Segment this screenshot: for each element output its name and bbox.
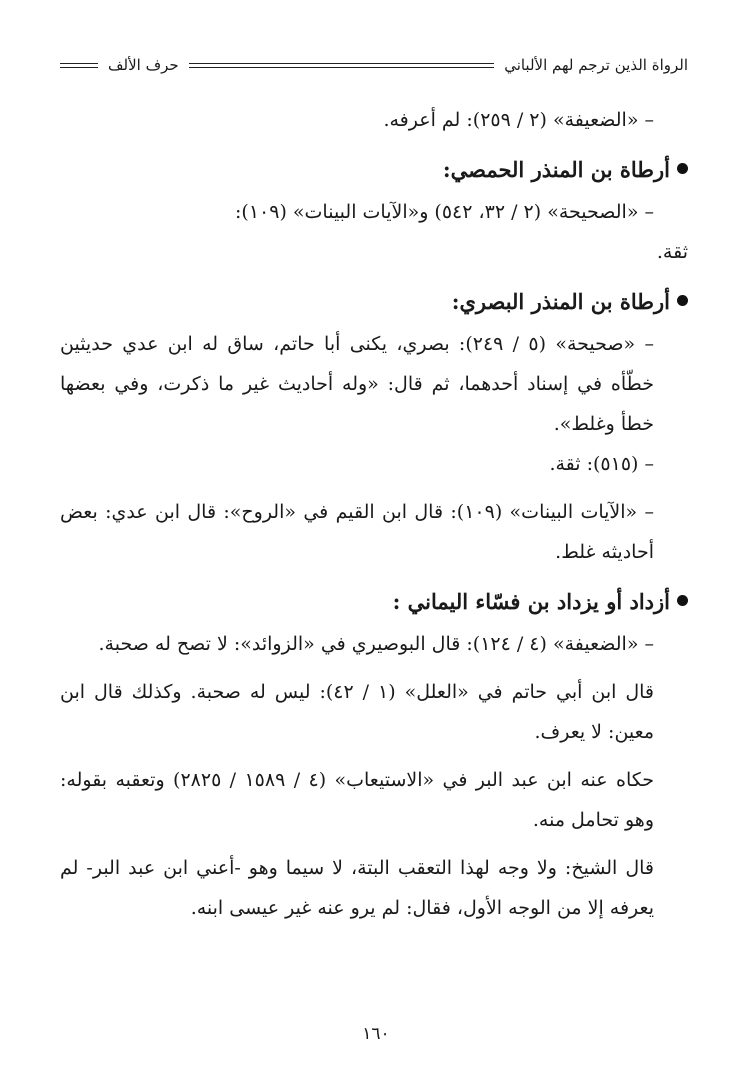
page-number: ١٦٠ bbox=[362, 1024, 390, 1044]
header-rule-short bbox=[60, 63, 98, 68]
commentary-paragraph: حكاه عنه ابن عبد البر في «الاستيعاب» (٤ / ١٥٨٩ / ٢٨٢٥) وتعقبه بقوله: وهو تحامل منه. bbox=[60, 769, 654, 831]
narrator-heading bbox=[60, 148, 688, 192]
citation-paragraph: – «الآيات البينات» (١٠٩): قال ابن القيم في «الروح»: قال ابن عدي: بعض أحاديثه غلط. bbox=[60, 501, 655, 563]
verdict-line: ثقة. bbox=[656, 241, 688, 263]
citation-line: – «الصحيحة» (٢ / ٣٢، ٥٤٢) و«الآيات البينات» (١٠٩): bbox=[235, 201, 654, 223]
citation-line: – (٥١٥): ثقة. bbox=[549, 453, 654, 475]
running-header bbox=[60, 50, 688, 80]
citation-paragraph: – «الضعيفة» (٤ / ١٢٤): قال البوصيري في «الزوائد»: لا تصح له صحبة. bbox=[98, 633, 654, 655]
bullet-icon bbox=[677, 163, 688, 174]
book-title: الرواة الذين ترجم لهم الألباني bbox=[504, 56, 688, 74]
narrator-name: أرطاة بن المنذر الحمصي: bbox=[442, 157, 670, 182]
citation-paragraph: – «صحيحة» (٥ / ٢٤٩): بصري، يكنى أبا حاتم، ساق له ابن عدي حديثين خطّأه في إسناد أحدهما، ثم قال: «وله أحاديث غير ما ذكرت، وفي بعضها خطأ وغلط». bbox=[60, 333, 654, 435]
bullet-icon bbox=[677, 595, 688, 606]
narrator-heading bbox=[60, 580, 688, 624]
narrator-name: أزداد أو يزداد بن فسّاء اليماني : bbox=[392, 589, 670, 614]
narrator-name: أرطاة بن المنذر البصري: bbox=[451, 289, 670, 314]
commentary-paragraph: قال الشيخ: ولا وجه لهذا التعقب البتة، لا سيما وهو -أعني ابن عبد البر- لم يعرفه إلا من الوجه الأول، فقال: لم يرو عنه غير عيسى ابنه. bbox=[60, 857, 654, 919]
page-body bbox=[60, 100, 688, 928]
narrator-heading bbox=[60, 280, 688, 324]
citation-line: – «الضعيفة» (٢ / ٢٥٩): لم أعرفه. bbox=[383, 109, 654, 131]
section-title: حرف الألف bbox=[108, 56, 179, 74]
bullet-icon bbox=[677, 295, 688, 306]
header-rule bbox=[189, 63, 495, 68]
commentary-paragraph: قال ابن أبي حاتم في «العلل» (١ / ٤٢): ليس له صحبة. وكذلك قال ابن معين: لا يعرف. bbox=[60, 681, 655, 743]
